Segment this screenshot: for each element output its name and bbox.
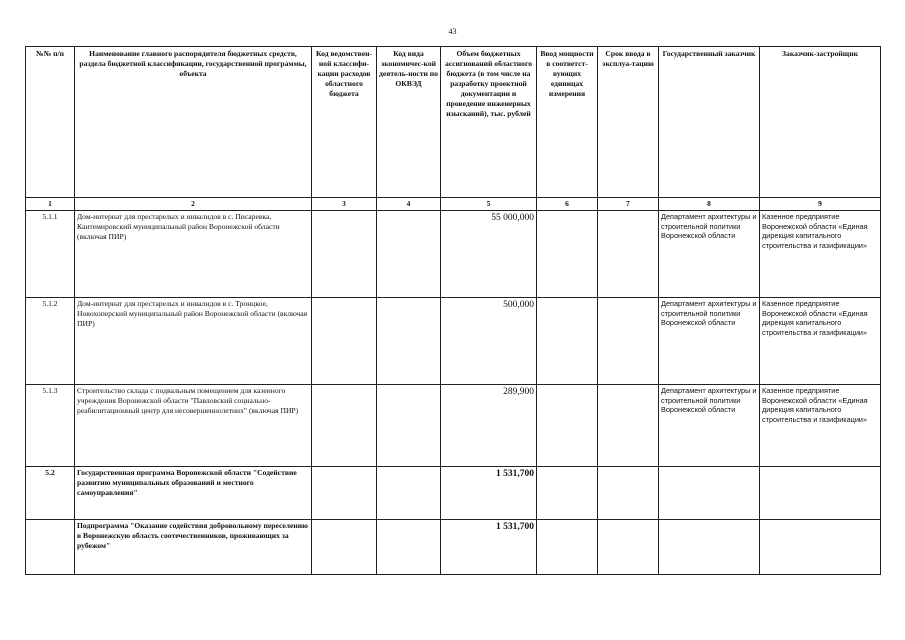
row-code-okved: [377, 467, 441, 520]
row-capacity: [537, 520, 598, 575]
row-term: [598, 298, 659, 385]
row-developer: Казенное предприятие Воронежской области «Единая дирекция капитального строительства и газификации»: [760, 211, 881, 298]
header-developer: Заказчик-застройщик: [760, 47, 881, 198]
row-amount: 500,000: [441, 298, 537, 385]
row-developer: [760, 520, 881, 575]
row-code-ved: [312, 385, 377, 467]
row-customer: Департамент архитектуры и строительной политики Воронежской области: [659, 385, 760, 467]
budget-table: [25, 46, 881, 575]
header-capacity: Ввод мощности в соответст-вующих единицах измерения: [537, 47, 598, 198]
column-number: 8: [659, 198, 760, 211]
row-num: 5.1.3: [26, 385, 75, 467]
row-code-ved: [312, 211, 377, 298]
row-capacity: [537, 298, 598, 385]
row-name: Государственная программа Воронежской области "Содействие развитию муниципальных образований и местного самоуправления": [75, 467, 312, 520]
header-term: Срок ввода в эксплуа-тацию: [598, 47, 659, 198]
row-code-okved: [377, 385, 441, 467]
row-code-ved: [312, 520, 377, 575]
row-capacity: [537, 467, 598, 520]
column-number: 4: [377, 198, 441, 211]
row-num: 5.2: [26, 467, 75, 520]
header-customer: Государственный заказчик: [659, 47, 760, 198]
header-name: Наименование главного распорядителя бюджетных средств, раздела бюджетной классификации, государственной программы, объекта: [75, 47, 312, 198]
table-row: [26, 520, 881, 575]
column-number: 1: [26, 198, 75, 211]
row-num: 5.1.2: [26, 298, 75, 385]
row-term: [598, 385, 659, 467]
row-num: 5.1.1: [26, 211, 75, 298]
header-num: №№ п/п: [26, 47, 75, 198]
column-number: 7: [598, 198, 659, 211]
row-name: Дом-интернат для престарелых и инвалидов в с. Троицкое, Новохоперский муниципальный район Воронежской области (включая ПИР): [75, 298, 312, 385]
page-number: 43: [448, 27, 457, 36]
row-developer: [760, 467, 881, 520]
row-customer: Департамент архитектуры и строительной политики Воронежской области: [659, 211, 760, 298]
row-code-ved: [312, 467, 377, 520]
row-term: [598, 520, 659, 575]
header-code-ved: Код ведомствен-ной классифи-кации расходов областного бюджета: [312, 47, 377, 198]
column-number: 3: [312, 198, 377, 211]
row-capacity: [537, 385, 598, 467]
row-name: Подпрограмма "Оказание содействия добровольному переселению в Воронежскую область соотечественников, проживающих за рубежом": [75, 520, 312, 575]
table-row: [26, 211, 881, 298]
row-amount: 1 531,700: [441, 467, 537, 520]
row-amount: 289,900: [441, 385, 537, 467]
row-amount: 55 000,000: [441, 211, 537, 298]
table-row: [26, 298, 881, 385]
row-term: [598, 211, 659, 298]
row-code-okved: [377, 520, 441, 575]
row-developer: Казенное предприятие Воронежской области «Единая дирекция капитального строительства и газификации»: [760, 298, 881, 385]
column-number-row: [26, 198, 881, 211]
row-code-okved: [377, 211, 441, 298]
row-name: Дом-интернат для престарелых и инвалидов в с. Писаревка, Кантемировский муниципальный район Воронежской области (включая ПИР): [75, 211, 312, 298]
row-customer: [659, 520, 760, 575]
row-name: Строительство склада с подвальным помещением для казенного учреждения Воронежской области "Павловский социально-реабилитационный центр для несовершеннолетних" (включая ПИР): [75, 385, 312, 467]
row-customer: [659, 467, 760, 520]
row-capacity: [537, 211, 598, 298]
column-number: 6: [537, 198, 598, 211]
header-amount: Объем бюджетных ассигнований областного бюджета (в том числе на разработку проектной документации и проведение инженерных изысканий), тыс. рублей: [441, 47, 537, 198]
row-term: [598, 467, 659, 520]
row-code-ved: [312, 298, 377, 385]
column-number: 2: [75, 198, 312, 211]
row-developer: Казенное предприятие Воронежской области «Единая дирекция капитального строительства и газификации»: [760, 385, 881, 467]
table-row: [26, 467, 881, 520]
row-customer: Департамент архитектуры и строительной политики Воронежской области: [659, 298, 760, 385]
row-amount: 1 531,700: [441, 520, 537, 575]
row-num: [26, 520, 75, 575]
row-code-okved: [377, 298, 441, 385]
column-number: 5: [441, 198, 537, 211]
header-code-okved: Код вида экономичес-кой деятель-ности по ОКВЭД: [377, 47, 441, 198]
column-number: 9: [760, 198, 881, 211]
table-header-row: [26, 47, 881, 198]
table-row: [26, 385, 881, 467]
